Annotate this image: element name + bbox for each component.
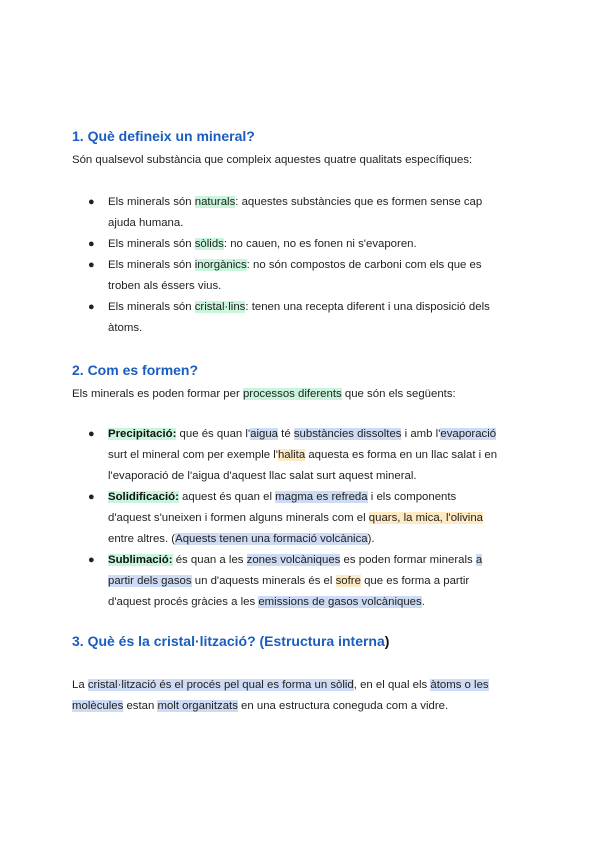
text: : tenen una recepta diferent i una disposició dels	[245, 301, 490, 313]
text: es poden formar minerals	[340, 554, 476, 566]
highlight: evaporació	[440, 428, 497, 440]
highlight: molt organitzats	[157, 700, 238, 712]
text: ).	[367, 533, 375, 545]
text: en una estructura coneguda com a vidre.	[237, 700, 449, 712]
heading-text: 3. Què és la cristal·lització? (Estructura interna	[72, 633, 385, 649]
list-item	[108, 297, 538, 339]
text: d'aquest s'uneixen i formen alguns minerals com el	[108, 512, 369, 524]
section-3-paragraph	[72, 675, 542, 717]
highlight: naturals	[194, 196, 236, 208]
term: Sublimació:	[108, 554, 173, 566]
list-item-sublimacio	[108, 550, 538, 613]
text: un d'aquests minerals és el	[191, 575, 336, 587]
text: Els minerals són	[108, 259, 195, 271]
text: : aquestes substàncies que es formen sense cap	[235, 196, 483, 208]
text: surt el mineral com per exemple l'	[108, 449, 278, 461]
text: .	[421, 596, 425, 608]
text: àtoms.	[108, 322, 143, 334]
text: i amb l'	[401, 428, 441, 440]
text: entre altres. (	[108, 533, 176, 545]
text: Els minerals són	[108, 196, 195, 208]
term: Precipitació:	[108, 428, 177, 440]
highlight: cristal·lins	[194, 301, 246, 313]
highlight: sòlids	[194, 238, 224, 250]
highlight: halita	[277, 449, 306, 461]
section-2-intro	[72, 384, 542, 405]
highlight: molècules	[72, 700, 124, 712]
bullet: ●	[88, 196, 95, 208]
text: Els minerals són	[108, 301, 195, 313]
highlight: inorgànics	[194, 259, 247, 271]
highlight: àtoms o les	[430, 679, 489, 691]
section-1-heading: 1. Què defineix un mineral?	[72, 128, 255, 144]
text: l'evaporació de l'aigua d'aquest llac salat surt aquest mineral.	[108, 470, 417, 482]
highlight: zones volcàniques	[246, 554, 341, 566]
text: aquest és quan el	[178, 491, 276, 503]
text: : no són compostos de carboni com els que es	[246, 259, 482, 271]
text: Els minerals són	[108, 238, 195, 250]
highlight: aigua	[250, 428, 278, 440]
highlight: magma es refreda	[275, 491, 368, 503]
list-item	[108, 255, 538, 297]
section-2-heading: 2. Com es formen?	[72, 362, 199, 378]
text: ajuda humana.	[108, 217, 184, 229]
heading-text: )	[384, 633, 390, 649]
section-3-heading	[72, 633, 389, 649]
text: que es forma a partir	[360, 575, 470, 587]
text: Els minerals es poden formar per	[72, 388, 243, 400]
highlight: cristal·lització és el procés pel qual es forma un sòlid	[87, 679, 354, 691]
text: : no cauen, no es fonen ni s'evaporen.	[223, 238, 417, 250]
list-item-solidificacio	[108, 487, 538, 550]
text: té	[278, 428, 294, 440]
list-item-precipitacio	[108, 424, 538, 487]
bullet: ●	[88, 259, 95, 271]
highlight: quars, la mica, l'olivina	[368, 512, 484, 524]
highlight: Aquests tenen una formació volcànica	[175, 533, 368, 545]
section-1-intro: Són qualsevol substància que compleix aquestes quatre qualitats específiques:	[72, 154, 473, 166]
bullet: ●	[88, 554, 95, 566]
text: que són els següents:	[341, 388, 456, 400]
list-item	[108, 234, 538, 255]
text: d'aquest procés gràcies a les	[108, 596, 259, 608]
bullet: ●	[88, 301, 95, 313]
text: troben als éssers vius.	[108, 280, 222, 292]
highlight: processos diferents	[242, 388, 342, 400]
highlight: a	[475, 554, 483, 566]
highlight: emissions de gasos volcàniques	[258, 596, 422, 608]
text: , en el qual els	[353, 679, 431, 691]
list-item	[108, 192, 538, 234]
highlight: substàncies dissoltes	[293, 428, 402, 440]
term: Solidificació:	[108, 491, 179, 503]
text: La	[72, 679, 88, 691]
text: que és quan l'	[176, 428, 251, 440]
bullet: ●	[88, 491, 95, 503]
text: i els components	[367, 491, 457, 503]
bullet: ●	[88, 238, 95, 250]
highlight: partir dels gasos	[108, 575, 192, 587]
text: estan	[123, 700, 158, 712]
text: aquesta es forma en un llac salat i en	[305, 449, 498, 461]
bullet: ●	[88, 428, 95, 440]
highlight: sofre	[335, 575, 361, 587]
text: és quan a les	[172, 554, 247, 566]
